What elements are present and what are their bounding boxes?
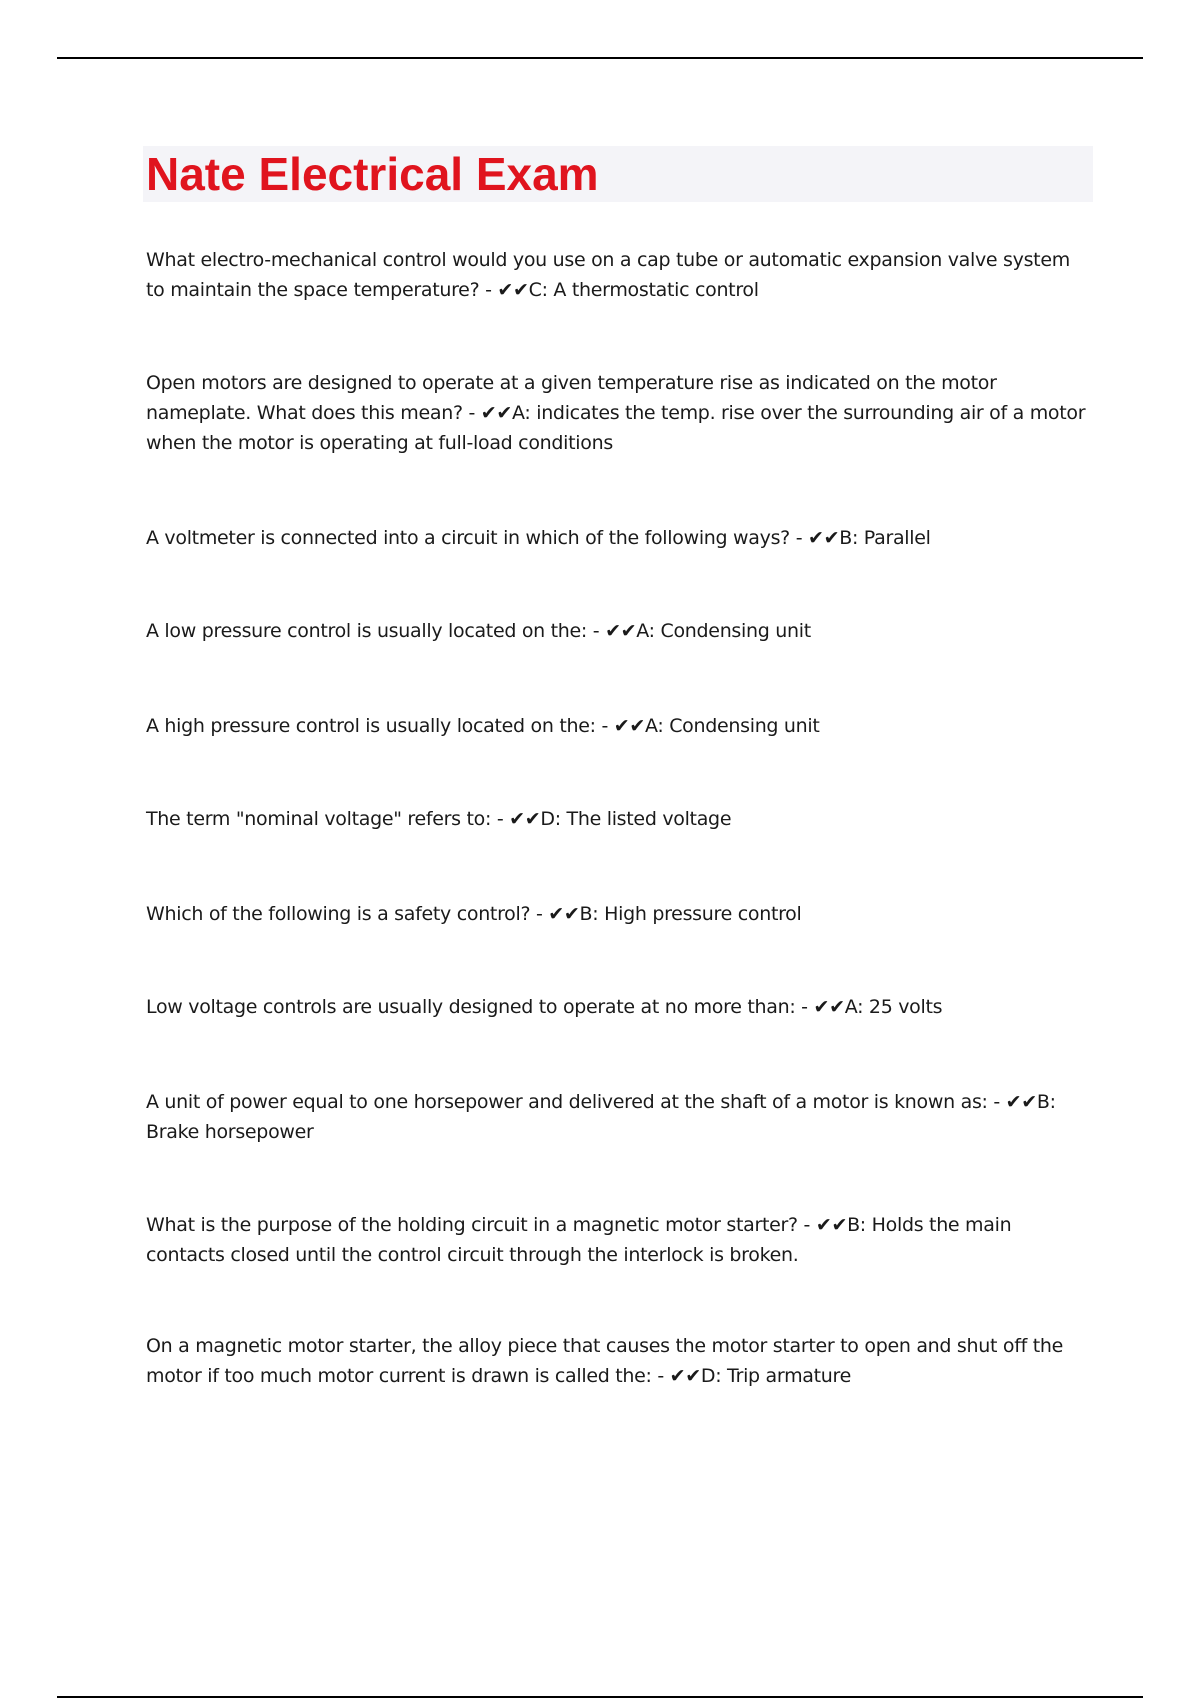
document-title: Nate Electrical Exam <box>146 148 599 200</box>
qa-item-11: On a magnetic motor starter, the alloy piece that causes the motor starter to open and shut off the motor if too much motor current is drawn is called the: - ✔✔D: Trip armature <box>146 1335 1064 1387</box>
qa-item-2: Open motors are designed to operate at a given temperature rise as indicated on the motor nameplate. What does this mean? - ✔✔A: indicates the temp. rise over the surrounding air of a motor when the motor is operating at full-load conditions <box>146 372 1086 454</box>
qa-item-1: What electro-mechanical control would you use on a cap tube or automatic expansion valve system to maintain the space temperature? - ✔✔C: A thermostatic control <box>146 249 1070 301</box>
qa-item-6: The term "nominal voltage" refers to: - ✔✔D: The listed voltage <box>146 808 732 830</box>
qa-item-8: Low voltage controls are usually designed to operate at no more than: - ✔✔A: 25 volts <box>146 996 943 1018</box>
qa-item-7: Which of the following is a safety control? - ✔✔B: High pressure control <box>146 903 802 925</box>
header-rule <box>57 57 1143 59</box>
qa-item-3: A voltmeter is connected into a circuit in which of the following ways? - ✔✔B: Parallel <box>146 527 931 549</box>
qa-item-5: A high pressure control is usually located on the: - ✔✔A: Condensing unit <box>146 715 820 737</box>
qa-item-9: A unit of power equal to one horsepower and delivered at the shaft of a motor is known as: - ✔✔B: Brake horsepower <box>146 1091 1056 1143</box>
footer-rule <box>57 1696 1143 1698</box>
qa-item-4: A low pressure control is usually located on the: - ✔✔A: Condensing unit <box>146 620 811 642</box>
qa-item-10: What is the purpose of the holding circuit in a magnetic motor starter? - ✔✔B: Holds the main contacts closed until the control circuit through the interlock is broken. <box>146 1214 1012 1266</box>
